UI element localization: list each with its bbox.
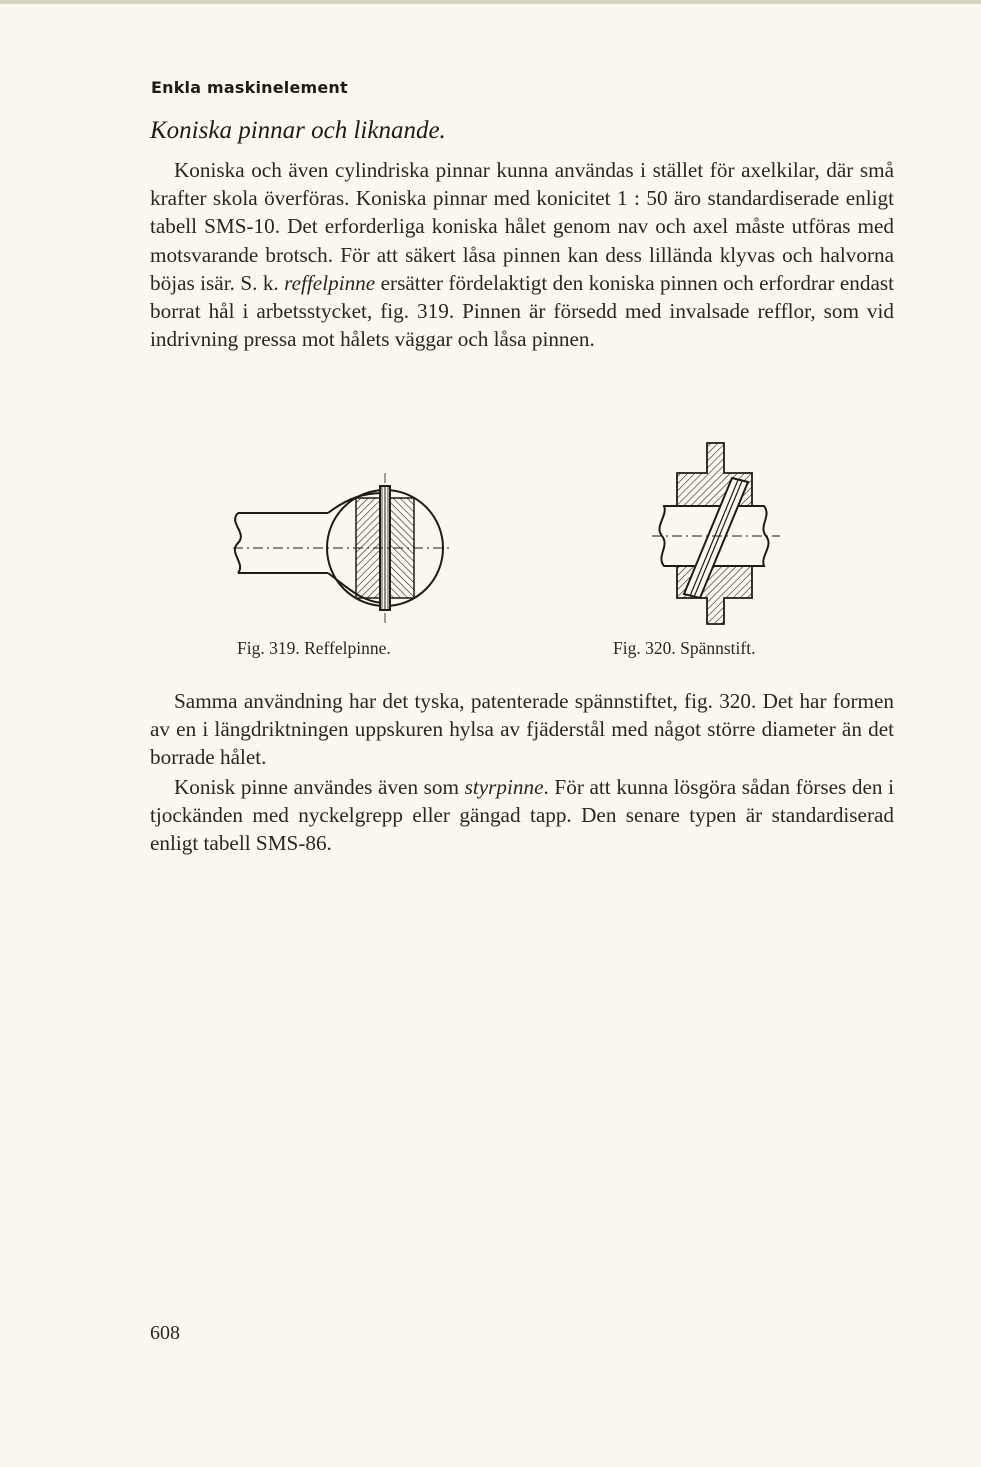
paragraph-3-text-a: Konisk pinne användes även som — [174, 775, 465, 799]
term-reffelpinne: reffelpinne — [284, 270, 376, 295]
paragraph-3-text-b: . För att kunna lösgöra sådan förses den i tjockänden med nyckelgrepp eller gängad tapp. Den senare typen är standardiserad enligt tabell SMS-86. — [150, 775, 894, 856]
paragraph-1-text-a: Koniska och även cylindriska pinnar kunna användas i stället för axelkilar, där små krafter skola överföras. Koniska pinnar med konicitet 1 : 50 äro standardiserade enligt tabell SMS-10. Det erforderliga koniska hålet genom nav och axel måste utföras med motsvarande brotsch. För att säkert låsa pinnen kan dess lilländа klyvas och halvorna böjas isär. S. k. — [150, 158, 894, 295]
paragraph-1-text-b: ersätter fördelaktigt den koniska pinnen och erfordrar endast borrat hål i arbetsstycket, fig. 319. Pinnen är försedd med invalsade refflor, som vid indrivning pressa mot hålets väggar och låsa pinnen. — [150, 270, 895, 352]
running-header: Enkla maskinelement — [151, 78, 348, 97]
page-number: 608 — [150, 1322, 180, 1344]
figure-320 — [652, 438, 782, 628]
paragraph-3 — [150, 773, 894, 858]
section-title: Koniska pinnar och liknande. — [150, 117, 446, 144]
figure-319-caption: Fig. 319. Reffelpinne. — [237, 638, 391, 658]
page-top-edge — [0, 0, 981, 4]
spannstift-drawing-icon — [652, 438, 782, 628]
term-styrpinne: styrpinne — [464, 775, 544, 799]
paragraph-2: Samma användning har det tyska, patenterade spännstiftet, fig. 320. Det har formen av en i längdriktningen uppskuren hylsa av fjäderstål med något större diameter än det borrade hålet. — [150, 689, 894, 770]
paragraph-1 — [150, 156, 894, 353]
figure-319 — [228, 468, 458, 628]
reffelpinne-drawing-icon — [228, 468, 458, 628]
figure-320-caption: Fig. 320. Spännstift. — [613, 638, 756, 658]
